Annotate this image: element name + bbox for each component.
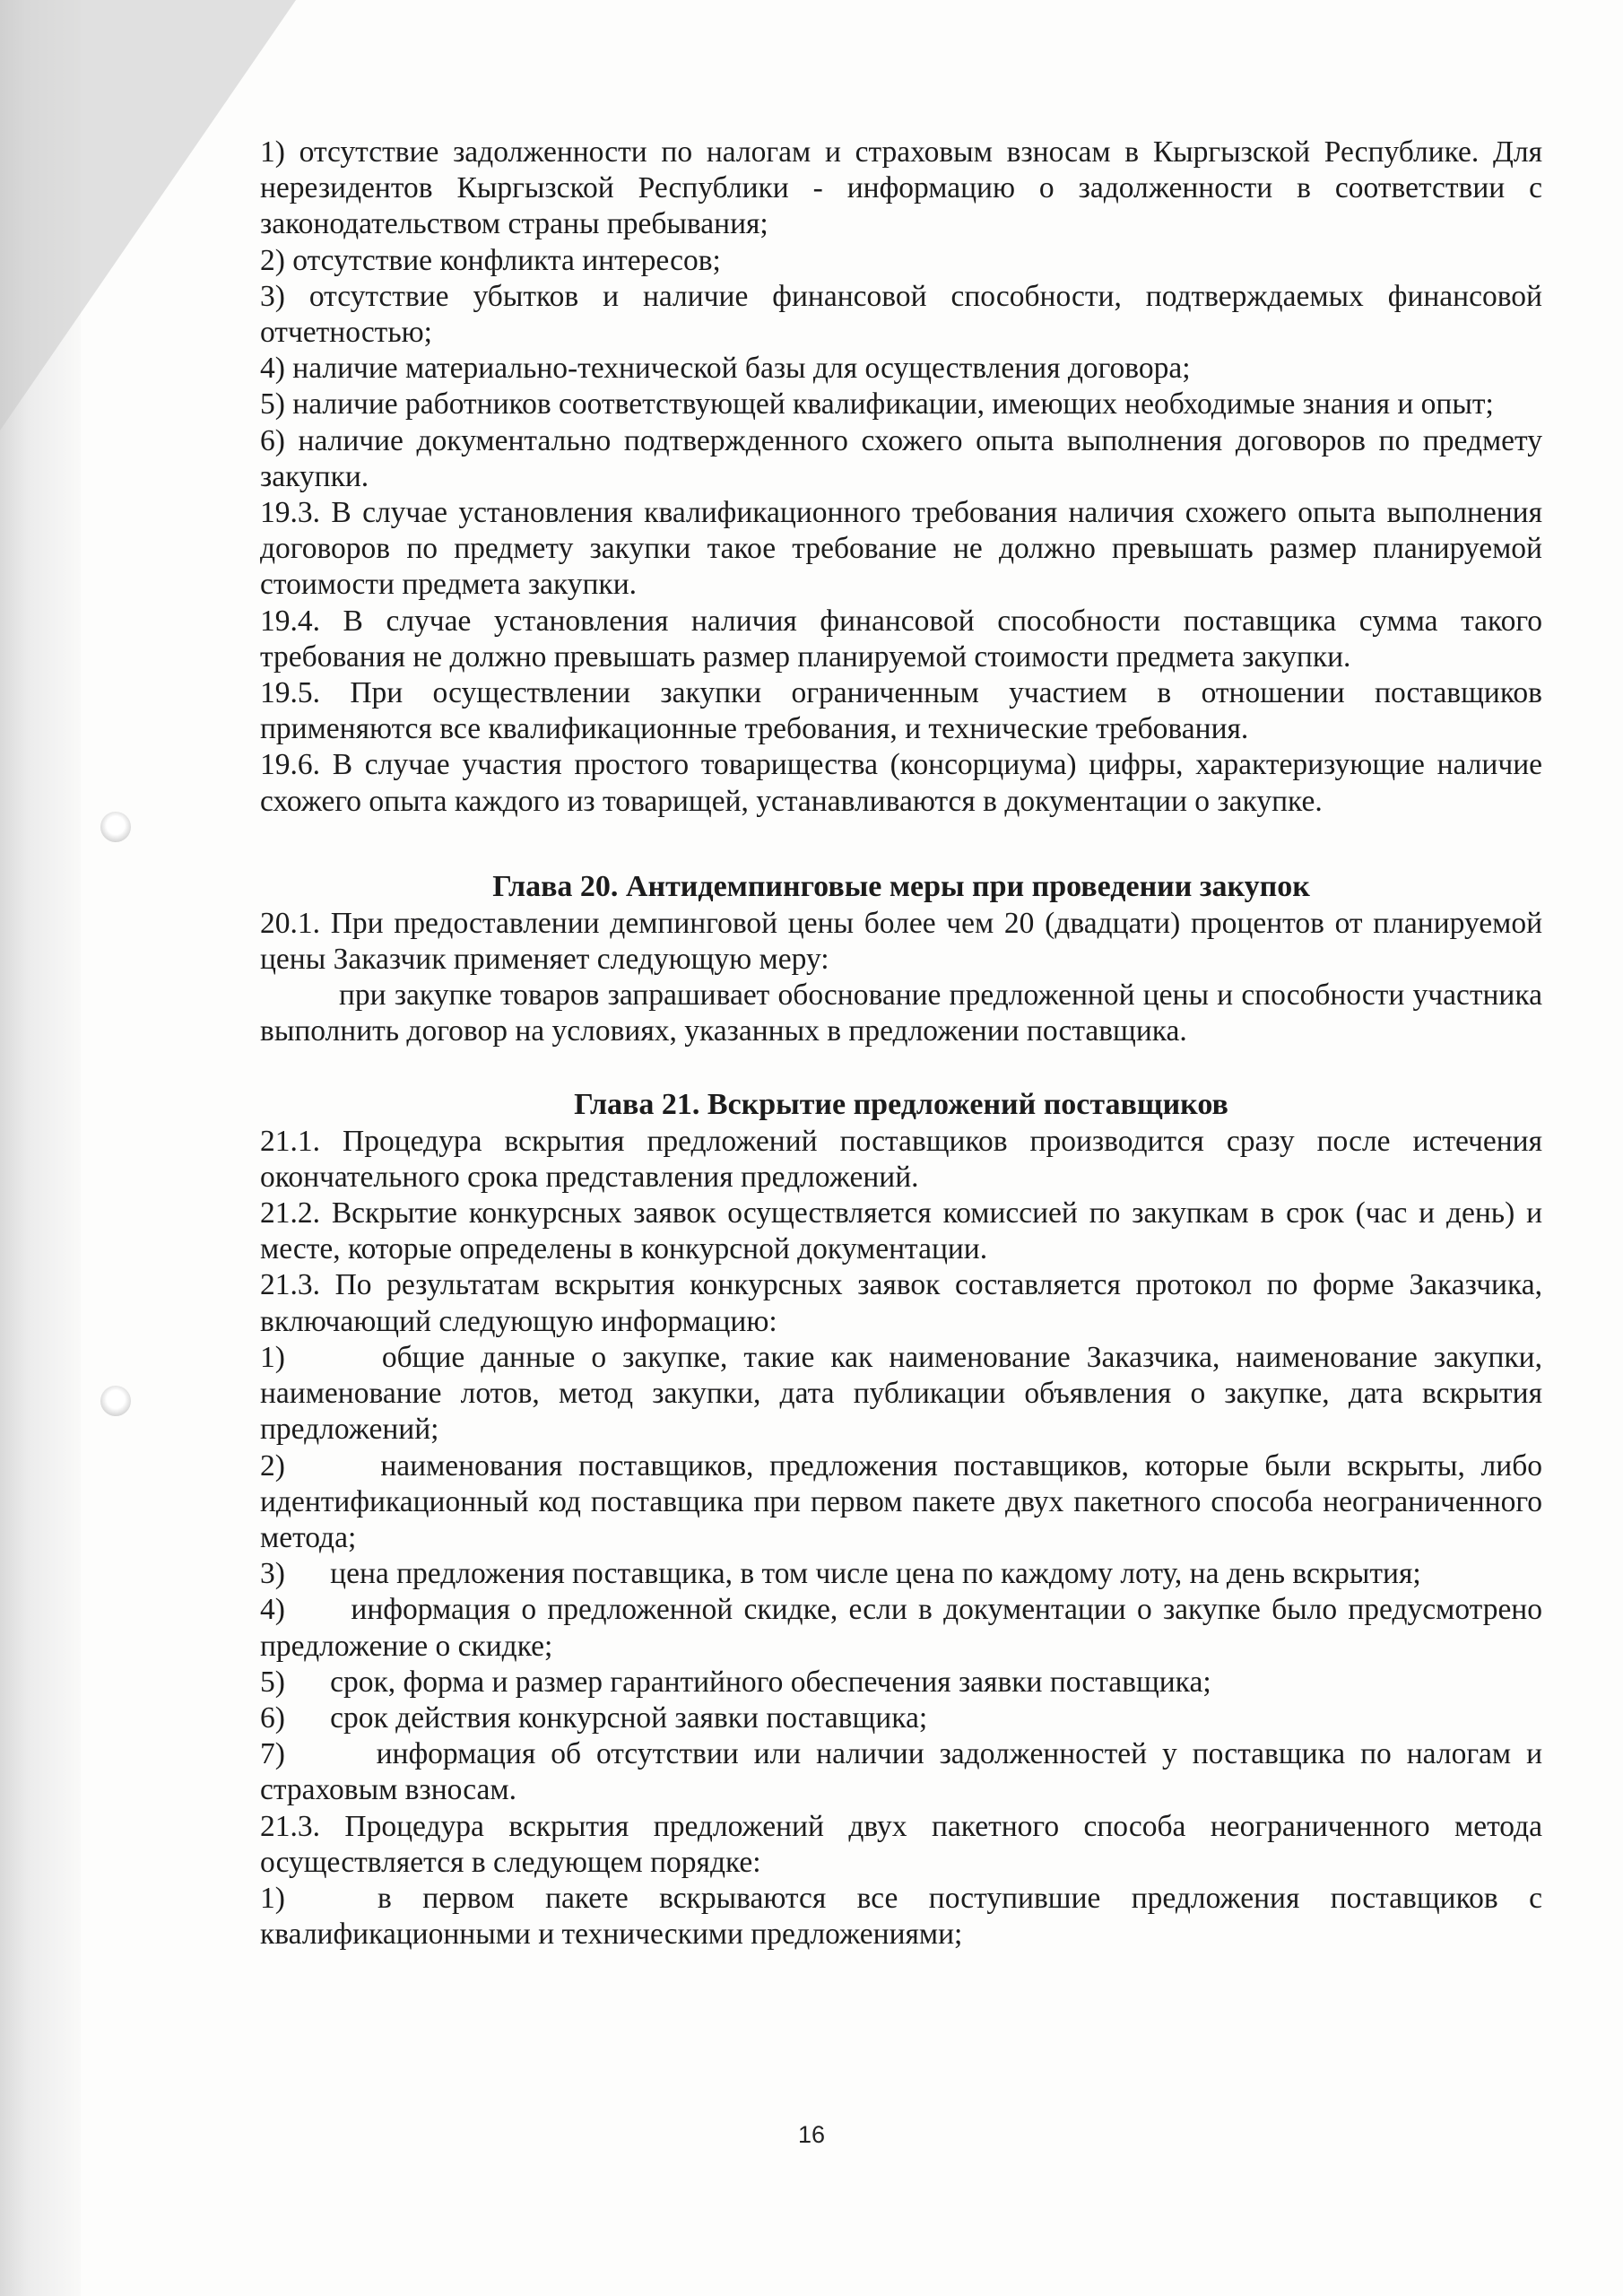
paragraph-19-3: 19.3. В случае установления квалификационного требования наличия схожего опыта выполнения договоров по предмету закупки такое требование не должно превышать размер планируемой стоимости предмета закупки.: [260, 496, 1542, 602]
paragraph-21-3: 21.3. По результатам вскрытия конкурсных заявок составляется протокол по форме Заказчика, включающий следующую информацию:: [260, 1268, 1542, 1338]
protocol-item-5: 5) срок, форма и размер гарантийного обеспечения заявки поставщика;: [260, 1665, 1211, 1699]
protocol-item-3: 3) цена предложения поставщика, в том числе цена по каждому лоту, на день вскрытия;: [260, 1557, 1421, 1591]
punch-hole-bottom: [100, 1386, 131, 1416]
paragraph-item-2: 2) отсутствие конфликта интересов;: [260, 243, 721, 277]
paragraph-item-5: 5) наличие работников соответствующей квалификации, имеющих необходимые знания и опыт;: [260, 387, 1494, 422]
paragraph-19-6: 19.6. В случае участия простого товарищества (консорциума) цифры, характеризующие наличие схожего опыта каждого из товарищей, устанавливаются в документации о закупке.: [260, 748, 1542, 818]
protocol-item-7: 7) информация об отсутствии или наличии задолженностей у поставщика по налогам и страховым взносам.: [260, 1737, 1550, 1807]
paragraph-item-6: 6) наличие документально подтвержденного схожего опыта выполнения договоров по предмету закупки.: [260, 423, 1542, 493]
protocol-item-2: 2) наименования поставщиков, предложения поставщиков, которые были вскрыты, либо идентификационный код поставщика при первом пакете двух пакетного способа неограниченного метода;: [260, 1448, 1550, 1554]
procedure-item-1: 1) в первом пакете вскрываются все поступившие предложения поставщиков с квалификационными и техническими предложениями;: [260, 1881, 1550, 1952]
punch-hole-top: [100, 812, 131, 842]
paragraph-21-3-procedure: 21.3. Процедура вскрытия предложений двух пакетного способа неограниченного метода осуществляется в следующем порядке:: [260, 1809, 1542, 1879]
paragraph-item-4: 4) наличие материально-технической базы для осуществления договора;: [260, 352, 1191, 386]
paragraph-item-1: 1) отсутствие задолженности по налогам и страховым взносам в Кыргызской Республике. Для нерезидентов Кыргызской Республики - информацию о задолженности в соответствии с законодательством страны пребывания;: [260, 135, 1542, 241]
document-body: [260, 135, 1550, 1952]
paragraph-21-2: 21.2. Вскрытие конкурсных заявок осуществляется комиссией по закупкам в срок (час и день) и месте, которые определены в конкурсной документации.: [260, 1196, 1542, 1266]
chapter-21-heading: Глава 21. Вскрытие предложений поставщиков: [574, 1087, 1228, 1121]
protocol-item-6: 6) срок действия конкурсной заявки поставщика;: [260, 1700, 928, 1735]
protocol-item-1: 1) общие данные о закупке, такие как наименование Заказчика, наименование закупки, наименование лотов, метод закупки, дата публикации объявления о закупке, дата вскрытия предложений;: [260, 1340, 1550, 1447]
paragraph-21-1: 21.1. Процедура вскрытия предложений поставщиков производится сразу после истечения окончательного срока представления предложений.: [260, 1124, 1542, 1194]
paragraph-19-5: 19.5. При осуществлении закупки ограниченным участием в отношении поставщиков применяются все квалификационные требования, и технические требования.: [260, 676, 1542, 746]
paragraph-19-4: 19.4. В случае установления наличия финансовой способности поставщика сумма такого требования не должно превышать размер планируемой стоимости предмета закупки.: [260, 604, 1542, 674]
chapter-20-heading: Глава 20. Антидемпинговые меры при проведении закупок: [492, 869, 1310, 903]
paragraph-20-1-measure: при закупке товаров запрашивает обоснование предложенной цены и способности участника выполнить договор на условиях, указанных в предложении поставщика.: [260, 978, 1542, 1048]
page-number: 16: [797, 2121, 826, 2148]
protocol-item-4: 4) информация о предложенной скидке, если в документации о закупке было предусмотрено предложение о скидке;: [260, 1593, 1550, 1663]
folded-corner-shade: [0, 0, 296, 430]
paragraph-20-1: 20.1. При предоставлении демпинговой цены более чем 20 (двадцати) процентов от планируемой цены Заказчик применяет следующую меру:: [260, 906, 1542, 977]
paragraph-item-3: 3) отсутствие убытков и наличие финансовой способности, подтверждаемых финансовой отчетностью;: [260, 279, 1542, 350]
